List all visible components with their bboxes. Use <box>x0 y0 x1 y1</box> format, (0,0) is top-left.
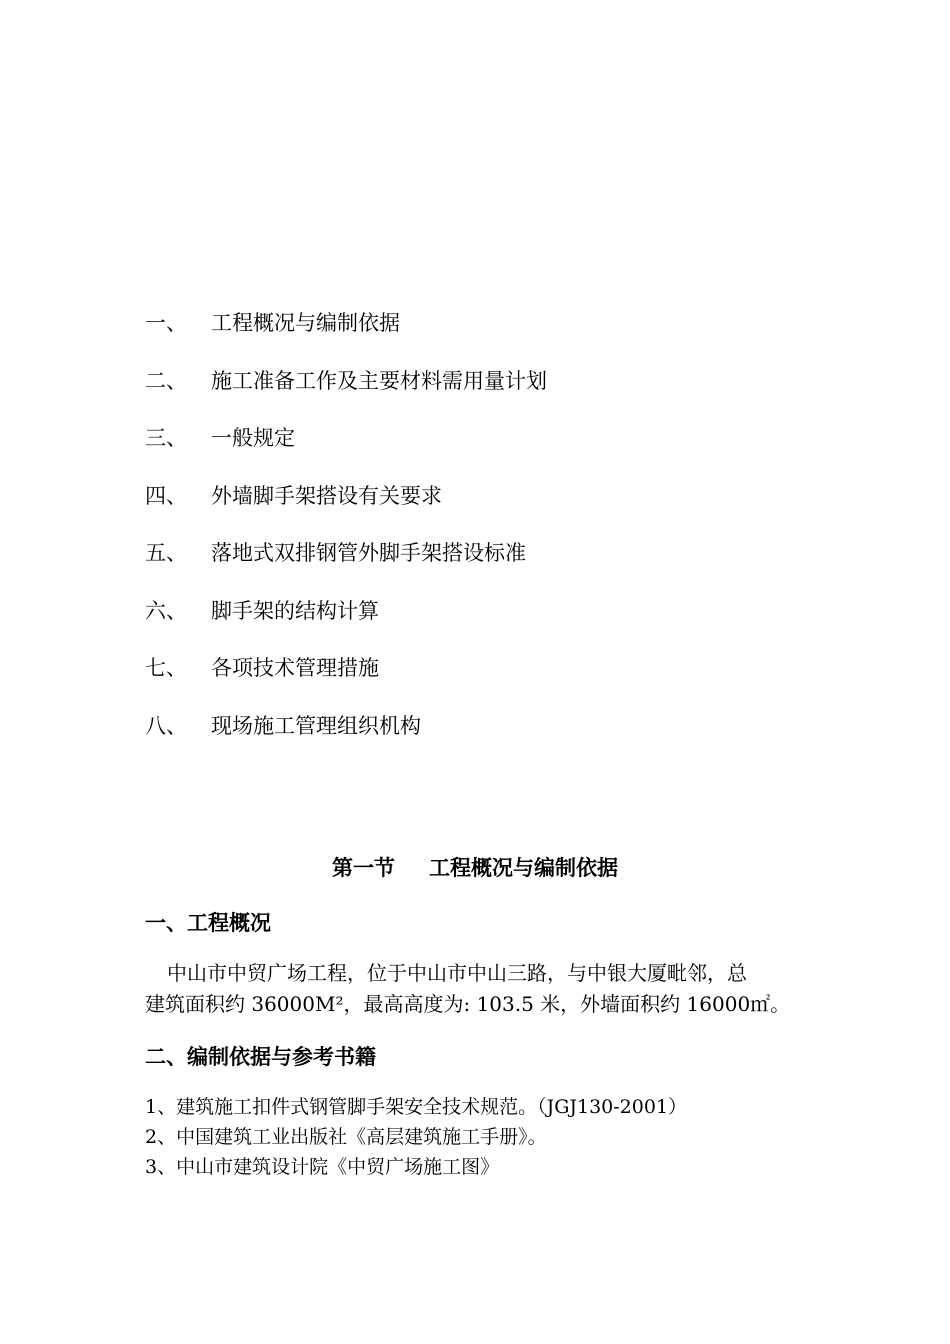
reference-item: 1、建筑施工扣件式钢管脚手架安全技术规范。（JGJ130-2001） <box>145 1096 688 1118</box>
toc-number: 八、 <box>145 713 187 738</box>
toc-title: 落地式双排钢管外脚手架搭设标准 <box>211 541 526 565</box>
basis-heading: 二、编制依据与参考书籍 <box>145 1045 376 1069</box>
toc-title: 现场施工管理组织机构 <box>211 713 421 738</box>
overview-line-2: 建筑面积约 36000M²，最高高度为: 103.5 米，外墙面积约 16000㎡。 <box>145 992 791 1016</box>
toc-number: 六、 <box>145 598 187 623</box>
toc-number: 五、 <box>145 541 187 565</box>
toc-title: 脚手架的结构计算 <box>211 598 379 623</box>
overview-heading: 一、工程概况 <box>145 911 271 935</box>
toc-title: 一般规定 <box>211 426 295 450</box>
reference-item: 2、中国建筑工业出版社《高层建筑施工手册》。 <box>145 1126 547 1148</box>
toc-title: 各项技术管理措施 <box>211 656 379 680</box>
section-heading: 工程概况与编制依据 <box>429 856 618 880</box>
section-title <box>0 846 950 890</box>
toc-number: 四、 <box>145 483 187 508</box>
toc-title: 工程概况与编制依据 <box>211 311 400 335</box>
toc-title: 外墙脚手架搭设有关要求 <box>211 483 442 508</box>
toc-number: 一、 <box>145 311 187 335</box>
reference-list <box>145 1092 687 1182</box>
overview-paragraph <box>145 958 835 1020</box>
overview-line-1: 中山市中贸广场工程，位于中山市中山三路，与中银大厦毗邻，总 <box>167 961 747 985</box>
toc-title: 施工准备工作及主要材料需用量计划 <box>211 368 547 393</box>
toc-number: 三、 <box>145 426 187 450</box>
toc-number: 七、 <box>145 656 187 680</box>
section-label: 第一节 <box>332 856 395 880</box>
toc-number: 二、 <box>145 368 187 393</box>
reference-item: 3、中山市建筑设计院《中贸广场施工图》 <box>145 1156 500 1178</box>
